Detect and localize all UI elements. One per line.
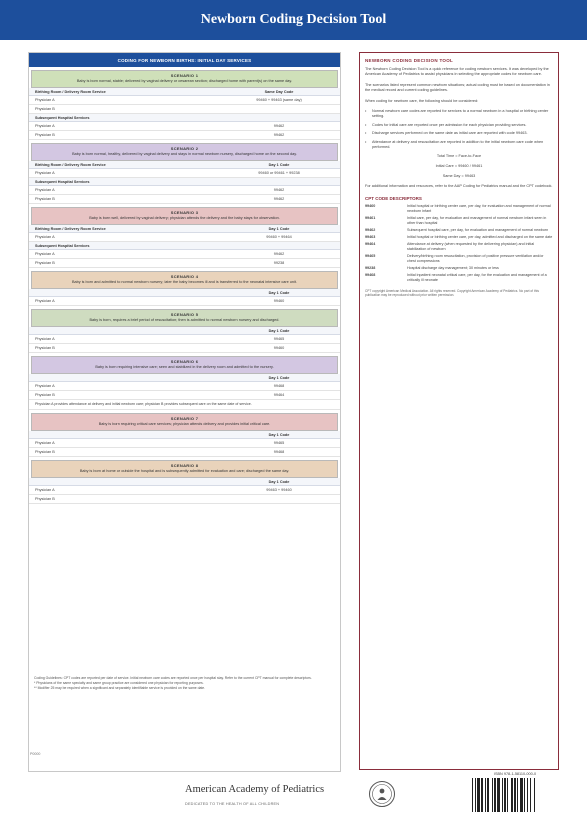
scenario-name: SCENARIO 8	[170, 463, 199, 468]
info-paragraph: The Newborn Coding Decision Tool is a quick reference for coding newborn services. It was developed by the American Academy of Pediatrics to assist physicians in selecting the appropriate codes for newborn care.	[365, 67, 549, 77]
table-row	[29, 169, 340, 178]
table-row	[29, 186, 340, 195]
code-cell: 99468	[273, 450, 285, 454]
table-header	[29, 225, 340, 233]
barcode-bar	[477, 778, 480, 812]
code-cell: 99462	[273, 188, 285, 192]
aap-seal-icon	[368, 780, 396, 808]
scenario-description: Baby is born, requires a brief period of resuscitation; then is admitted to normal newborn nursery and discharged.	[89, 318, 280, 322]
org-name: American Academy of Pediatrics	[185, 784, 325, 795]
table-row	[29, 195, 340, 204]
barcode-bar	[507, 778, 508, 812]
column-header: Subsequent Hospital Services	[35, 115, 90, 120]
physician-cell: Physician B	[35, 261, 55, 265]
table-header	[29, 478, 340, 486]
barcode-bar	[485, 778, 486, 812]
bullet-icon: •	[365, 122, 367, 127]
footnote: * Physicians of the same specialty and same group practice are considered one physician for reporting purposes.	[34, 681, 204, 685]
code-cell: 99238	[273, 261, 285, 265]
cpt-code-row	[365, 204, 553, 214]
column-header: Day 1 Code	[268, 162, 290, 167]
physician-cell: Physician A	[35, 252, 55, 256]
table-row	[29, 448, 340, 457]
code-cell: 99464	[273, 393, 285, 397]
barcode-bar	[530, 778, 531, 812]
scenario-header	[31, 143, 338, 161]
cpt-description: Initial care, per day, for evaluation and management of normal newborn infant seen in other than hospital	[407, 215, 547, 225]
barcode-bar	[517, 778, 518, 812]
scenario-name: SCENARIO 5	[170, 312, 199, 317]
cpt-description: Subsequent hospital care, per day, for evaluation and management of normal newborn	[407, 227, 549, 232]
cpt-description: Attendance at delivery (when requested by the delivering physician) and initial stabilization of newborn	[407, 241, 535, 251]
physician-cell: Physician A	[35, 188, 55, 192]
code-cell: 99462	[273, 252, 285, 256]
cpt-description: Delivery/birthing room resuscitation, provision of positive pressure ventilation and/or chest compressions	[407, 253, 544, 263]
code-cell: 99460 + 99464	[266, 235, 292, 239]
physician-cell: Physician B	[35, 393, 55, 397]
table-row	[29, 122, 340, 131]
cpt-code: 99460	[365, 203, 376, 208]
column-header: Day 1 Code	[268, 290, 290, 295]
column-header: Birthing Room / Delivery Room Service	[35, 226, 106, 231]
scenario-block	[29, 143, 340, 204]
scenario-description: Baby is born at home or outside the hospital and is subsequently admitted for evaluation and care; discharged the same day.	[79, 469, 290, 473]
barcode-bar	[472, 778, 473, 812]
cpt-description: Initial hospital or birthing center care, per day, admitted and discharged on the same date	[407, 234, 553, 239]
info-paragraph: The scenarios listed represent common newborn situations; actual coding must be based on documentation in the medical record and current coding guidelines.	[365, 82, 550, 93]
scenario-name: SCENARIO 6	[170, 359, 199, 364]
table-header	[29, 327, 340, 335]
code-cell: 99460	[273, 299, 285, 303]
scenario-name: SCENARIO 7	[170, 416, 199, 421]
scenario-description: Baby is born normal, healthy, delivered by vaginal delivery and stays in normal newborn nursery, discharged home on the second day.	[72, 152, 297, 156]
table-row	[29, 335, 340, 344]
scenario-name: SCENARIO 1	[170, 73, 199, 78]
cpt-code-row	[365, 254, 553, 264]
cpt-description: Initial hospital or birthing center care, per day, for evaluation and management of normal newborn infant	[407, 203, 551, 213]
scenario-header	[31, 413, 338, 431]
barcode-bar	[504, 778, 506, 812]
code-cell: 99462	[273, 197, 285, 201]
code-cell: 99468	[273, 384, 285, 388]
table-row	[29, 495, 340, 504]
scenario-note: Physician A provides attendance at delivery and initial newborn care; physician B provides subsequent care on the same date of service.	[29, 400, 340, 410]
column-header: Subsequent Hospital Services	[35, 179, 90, 184]
scenario-name: SCENARIO 3	[170, 210, 199, 215]
page-title: Newborn Coding Decision Tool	[200, 12, 387, 27]
formula: Same Day = 99463	[442, 174, 476, 179]
table-row	[29, 250, 340, 259]
table-row	[29, 105, 340, 114]
bullet-icon: •	[365, 109, 367, 114]
info-bullet: • Normal newborn care codes are reported for services to a normal newborn in a hospital or birthing center setting.	[365, 109, 549, 119]
physician-cell: Physician A	[35, 124, 55, 128]
scenario-list	[29, 70, 340, 504]
table-row	[29, 233, 340, 242]
info-paragraph: When coding for newborn care, the following should be considered:	[365, 98, 479, 103]
table-header	[29, 88, 340, 96]
physician-cell: Physician B	[35, 497, 55, 501]
barcode-bar	[527, 778, 528, 812]
scenario-header	[31, 207, 338, 225]
code-cell: 99460 + 99463 (same day)	[256, 98, 302, 102]
table-row	[29, 297, 340, 306]
cpt-code: 99462	[365, 227, 376, 232]
info-bullet: • Attendance at delivery and resuscitation are reported in addition to the initial newborn care code when performed.	[365, 139, 544, 150]
physician-cell: Physician B	[35, 346, 55, 350]
scenario-description: Baby is born normal, stable; delivered by vaginal delivery or cesarean section; discharged home with parent(s) on the same day.	[76, 79, 293, 83]
barcode-bar	[497, 778, 500, 812]
scenario-name: SCENARIO 2	[170, 146, 199, 151]
column-header: Day 1 Code	[268, 226, 290, 231]
barcode-bar	[524, 778, 525, 812]
column-header: Day 1 Code	[268, 432, 290, 437]
page-number: P0000	[30, 752, 41, 756]
table-row	[29, 391, 340, 400]
physician-cell: Physician B	[35, 133, 55, 137]
cpt-code-row	[365, 228, 553, 233]
scenario-header	[31, 70, 338, 88]
table-header	[29, 114, 340, 122]
table-header	[29, 289, 340, 297]
column-header: Day 1 Code	[268, 375, 290, 380]
scenario-block	[29, 271, 340, 306]
scenario-description: Baby is born well, delivered by vaginal delivery; physician attends the delivery and the baby stays for observation.	[89, 216, 280, 220]
code-cell: 99460	[273, 346, 285, 350]
barcode-bar	[534, 778, 535, 812]
page-header	[0, 0, 587, 40]
scenario-description: Baby is born and admitted to normal newborn nursery; later the baby becomes ill and is transferred to the neonatal intensive care unit.	[72, 280, 297, 284]
physician-cell: Physician B	[35, 107, 55, 111]
barcode-bar	[514, 778, 516, 812]
scenario-block	[29, 460, 340, 504]
footnote: ** Modifier 25 may be required when a significant and separately identifiable service is provided on the same date.	[34, 686, 206, 690]
scenario-block	[29, 309, 340, 353]
bullet-icon: •	[365, 131, 367, 136]
isbn-barcode	[470, 772, 560, 824]
table-row	[29, 486, 340, 495]
cpt-code: 99464	[365, 241, 376, 246]
cpt-code: 99465	[365, 253, 376, 258]
code-cell: 99460 or 99461 + 99238	[258, 171, 300, 175]
info-bullet: • Codes for initial care are reported once per admission for each physician providing services.	[365, 122, 527, 127]
table-header	[29, 242, 340, 250]
footnotes	[34, 676, 336, 691]
barcode-bar	[494, 778, 496, 812]
table-row	[29, 96, 340, 105]
physician-cell: Physician A	[35, 171, 55, 175]
info-closing: For additional information and resources, refer to the AAP Coding for Pediatrics manual and the CPT codebook.	[365, 184, 553, 189]
cpt-code-row	[365, 235, 553, 240]
org-tagline: DEDICATED TO THE HEALTH OF ALL CHILDREN	[185, 802, 280, 806]
cpt-code-row	[365, 273, 553, 283]
table-row	[29, 259, 340, 268]
physician-cell: Physician A	[35, 337, 55, 341]
table-row	[29, 382, 340, 391]
physician-cell: Physician A	[35, 98, 55, 102]
footnote: Coding Guidelines: CPT codes are reported per date of service. Initial newborn care codes are reported once per hospital stay. Refer to the current CPT manual for complete descriptors.	[34, 676, 312, 680]
table-row	[29, 344, 340, 353]
scenario-description: Baby is born requiring intensive care; seen and stabilized in the delivery room and admitted to the nursery.	[95, 365, 274, 369]
barcode-bar	[502, 778, 503, 812]
table-header	[29, 431, 340, 439]
scenario-panel	[28, 52, 341, 772]
barcode-bar	[475, 778, 476, 812]
cpt-description: Hospital discharge day management; 30 minutes or less	[407, 265, 499, 270]
cpt-code: 99238	[365, 265, 376, 270]
table-row	[29, 131, 340, 140]
cpt-section-title: CPT CODE DESCRIPTORS	[365, 195, 422, 201]
code-cell: 99462	[273, 124, 285, 128]
table-header	[29, 374, 340, 382]
barcode-bar	[492, 778, 493, 812]
physician-cell: Physician A	[35, 299, 55, 303]
column-header: Birthing Room / Delivery Room Service	[35, 162, 106, 167]
scenario-header	[31, 356, 338, 374]
info-panel-title: NEWBORN CODING DECISION TOOL	[365, 58, 454, 63]
physician-cell: Physician B	[35, 450, 55, 454]
column-header: Same Day Code	[264, 89, 294, 94]
cpt-description: Initial inpatient neonatal critical care, per day, for the evaluation and management of a critically ill neonate	[407, 272, 547, 282]
cpt-code: 99461	[365, 215, 376, 220]
barcode-icon	[470, 778, 560, 816]
cpt-code: 99468	[365, 272, 376, 277]
cpt-code-row	[365, 242, 553, 252]
barcode-bar	[487, 778, 489, 812]
bullet-icon: •	[365, 139, 367, 144]
code-cell: 99462	[273, 133, 285, 137]
scenario-header	[31, 271, 338, 289]
scenario-header	[31, 309, 338, 327]
info-bullet-list	[365, 109, 553, 150]
table-row	[29, 439, 340, 448]
barcode-bar	[511, 778, 513, 812]
cpt-code-row	[365, 266, 553, 271]
column-header: Day 1 Code	[268, 328, 290, 333]
code-cell: 99463 + 99460	[266, 488, 292, 492]
physician-cell: Physician A	[35, 235, 55, 239]
scenario-name: SCENARIO 4	[170, 274, 199, 279]
physician-cell: Physician B	[35, 197, 55, 201]
copyright-notice: CPT copyright American Medical Association. All rights reserved. Copyright American Academy of Pediatrics. No part of this publication may be reproduced without prior written permission.	[365, 288, 539, 298]
physician-cell: Physician A	[35, 384, 55, 388]
info-bullet: • Discharge services performed on the same date as initial care are reported with code 99463.	[365, 131, 528, 136]
table-header	[29, 178, 340, 186]
physician-cell: Physician A	[35, 441, 55, 445]
code-cell: 99465	[273, 337, 285, 341]
scenario-description: Baby is born requiring critical care services; physician attends delivery and provides initial critical care.	[98, 422, 271, 426]
info-panel	[359, 52, 559, 770]
column-header: Subsequent Hospital Services	[35, 243, 90, 248]
scenario-block	[29, 70, 340, 140]
formula: Initial Care = 99460 / 99461	[435, 164, 483, 169]
cpt-code-list	[365, 204, 553, 283]
isbn-text: ISBN 978-1-58110-000-0	[493, 772, 537, 776]
column-header: Day 1 Code	[268, 479, 290, 484]
scenario-block	[29, 356, 340, 410]
scenario-block	[29, 413, 340, 457]
cpt-code: 99463	[365, 234, 376, 239]
scenario-header	[31, 460, 338, 478]
barcode-bar	[520, 778, 523, 812]
scenario-block	[29, 207, 340, 268]
table-header	[29, 161, 340, 169]
aap-logo	[185, 778, 400, 818]
formula: Total Time = Face-to-Face	[436, 154, 482, 159]
barcode-bar	[481, 778, 483, 812]
cpt-code-row	[365, 216, 553, 226]
column-header: Birthing Room / Delivery Room Service	[35, 89, 106, 94]
scenario-panel-title: CODING FOR NEWBORN BIRTHS: INITIAL DAY SERVICES	[29, 53, 340, 67]
physician-cell: Physician A	[35, 488, 55, 492]
code-cell: 99465	[273, 441, 285, 445]
